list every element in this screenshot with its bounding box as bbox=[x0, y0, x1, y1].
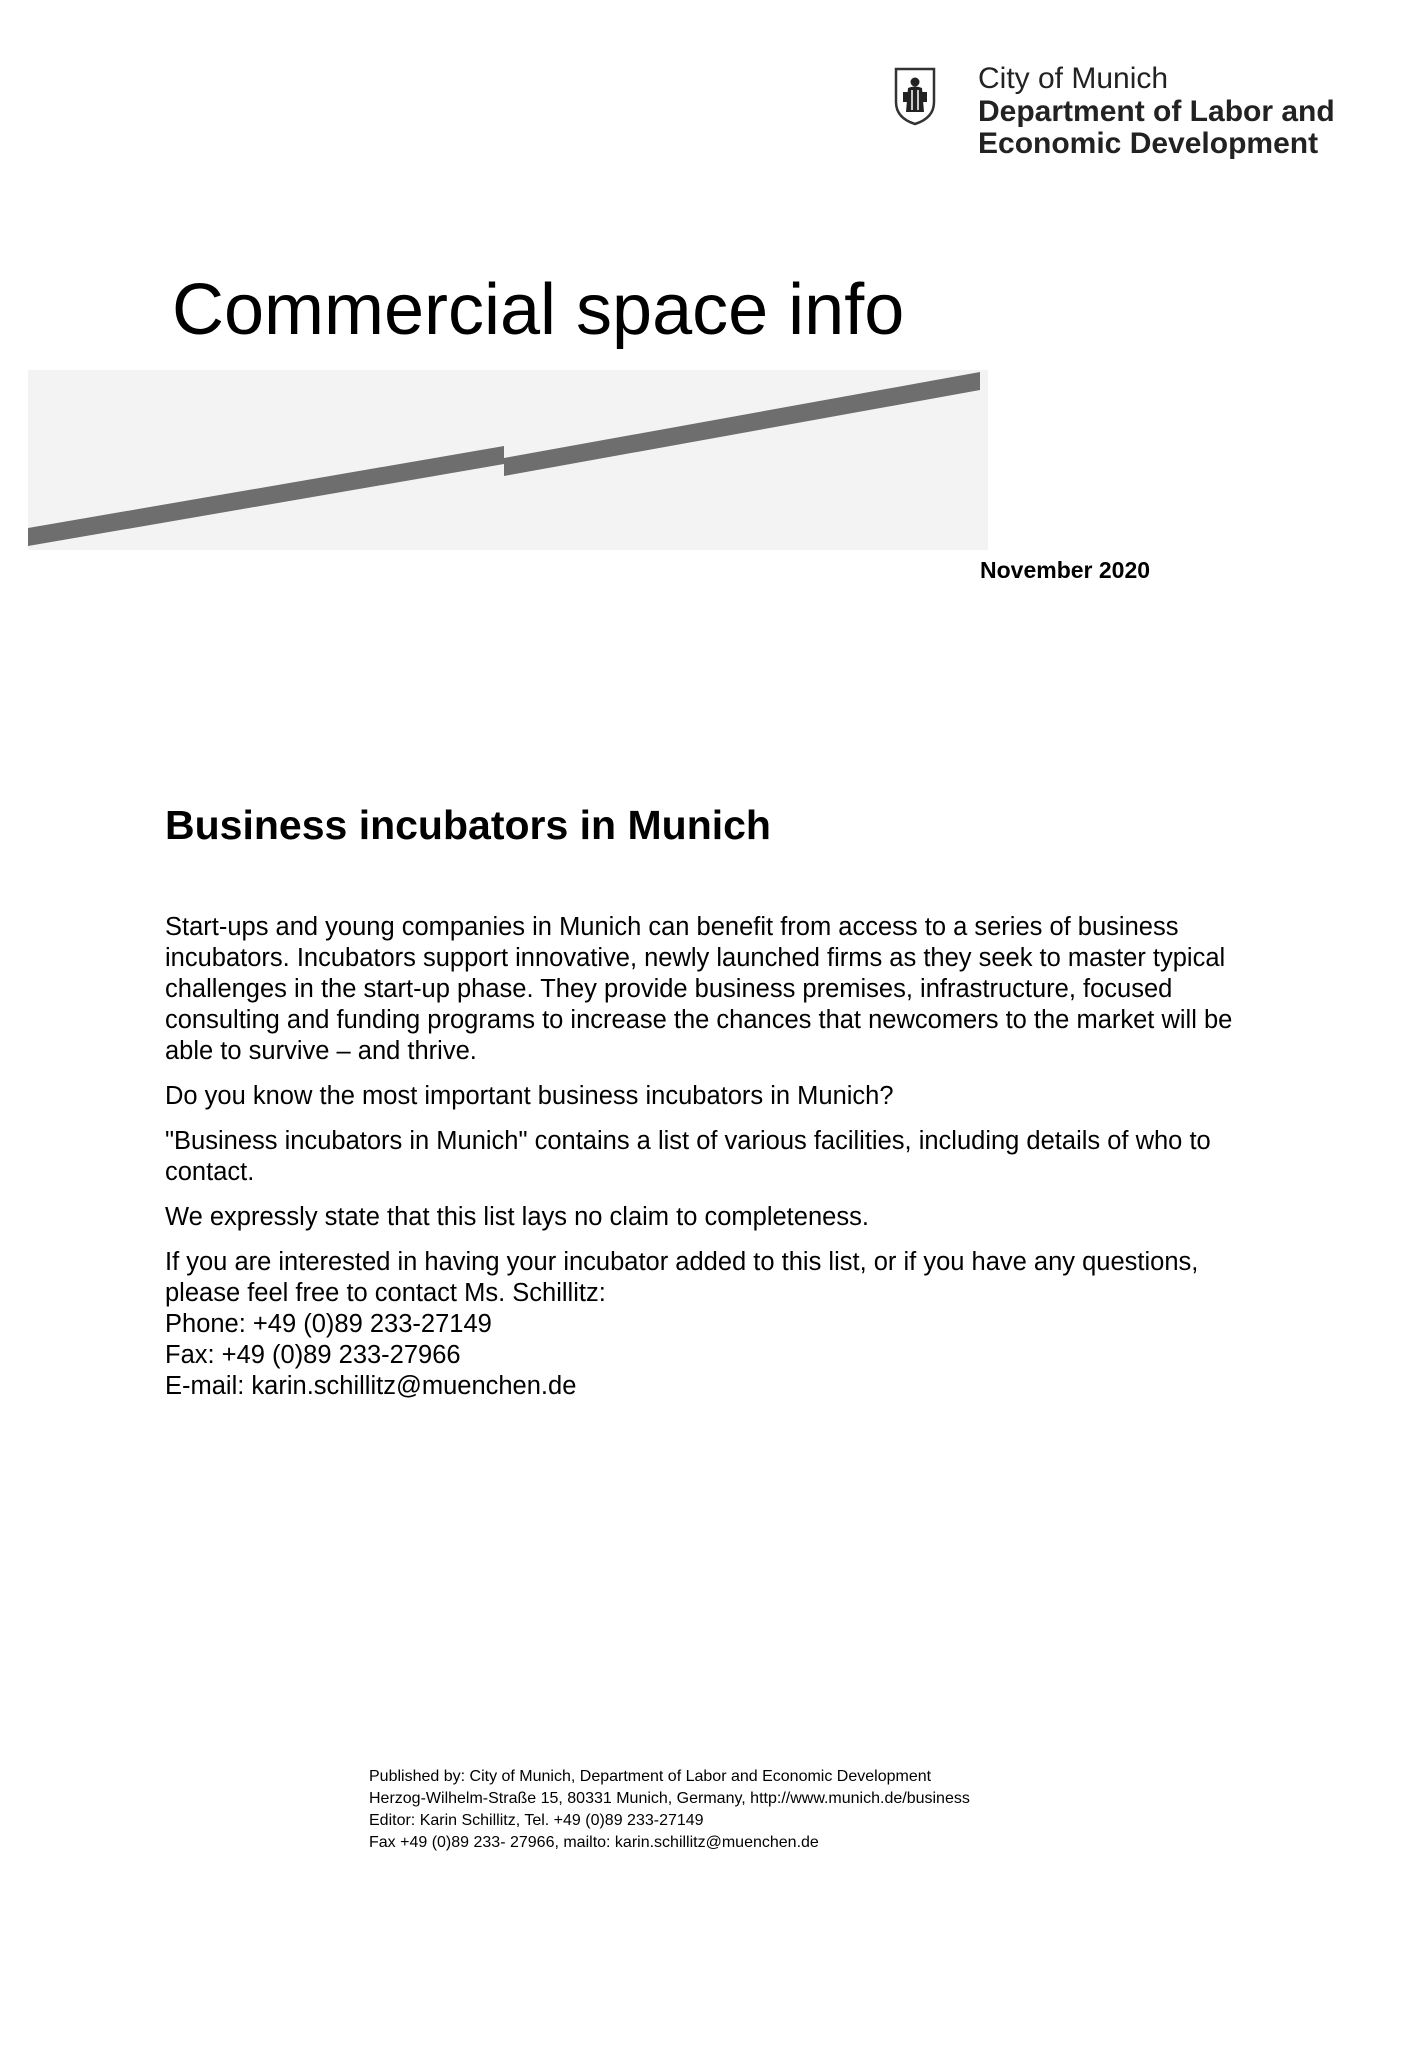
publication-date: November 2020 bbox=[980, 557, 1151, 583]
contact-email: E-mail: karin.schillitz@muenchen.de bbox=[165, 1372, 577, 1400]
munich-monk-crest-icon bbox=[893, 66, 937, 126]
org-city: City of Munich bbox=[978, 62, 1169, 95]
footer-editor: Editor: Karin Schillitz, Tel. +49 (0)89 233-27149 bbox=[369, 1812, 704, 1829]
paragraph-intro: Start-ups and young companies in Munich can benefit from access to a series of business incubators. Incubators support innovative, newly launched firms as they seek to master typical challenges in the start-up phase. They provide business premises, infrastructure, focused consulting and funding programs to increase the chances that newcomers to the market will be able to survive – and thrive. bbox=[165, 913, 1233, 1065]
contact-fax: Fax: +49 (0)89 233-27966 bbox=[165, 1341, 461, 1369]
section-heading: Business incubators in Munich bbox=[165, 802, 771, 848]
header-logo bbox=[893, 62, 1393, 172]
organization-name bbox=[978, 62, 1335, 160]
document-title: Commercial space info bbox=[172, 270, 905, 350]
paragraph-question: Do you know the most important business incubators in Munich? bbox=[165, 1082, 894, 1110]
org-department-line1: Department of Labor and bbox=[978, 95, 1335, 128]
paragraph-contact bbox=[165, 1247, 1275, 1402]
footer-fax-mail: Fax +49 (0)89 233- 27966, mailto: karin.schillitz@muenchen.de bbox=[369, 1834, 819, 1851]
org-department-line2: Economic Development bbox=[978, 127, 1319, 160]
publisher-footer bbox=[369, 1766, 1169, 1854]
paragraph-list-description: "Business incubators in Munich" contains a list of various facilities, including details of who to contact. bbox=[165, 1127, 1211, 1186]
contact-invitation: If you are interested in having your incubator added to this list, or if you have any questions, please feel free to contact Ms. Schillitz: bbox=[165, 1248, 1199, 1307]
body-text bbox=[165, 912, 1275, 1402]
banner-stripes bbox=[28, 370, 988, 550]
footer-publisher: Published by: City of Munich, Department of Labor and Economic Development bbox=[369, 1768, 932, 1785]
contact-phone: Phone: +49 (0)89 233-27149 bbox=[165, 1310, 492, 1338]
footer-address: Herzog-Wilhelm-Straße 15, 80331 Munich, Germany, http://www.munich.de/business bbox=[369, 1790, 970, 1807]
paragraph-disclaimer: We expressly state that this list lays no claim to completeness. bbox=[165, 1203, 869, 1231]
